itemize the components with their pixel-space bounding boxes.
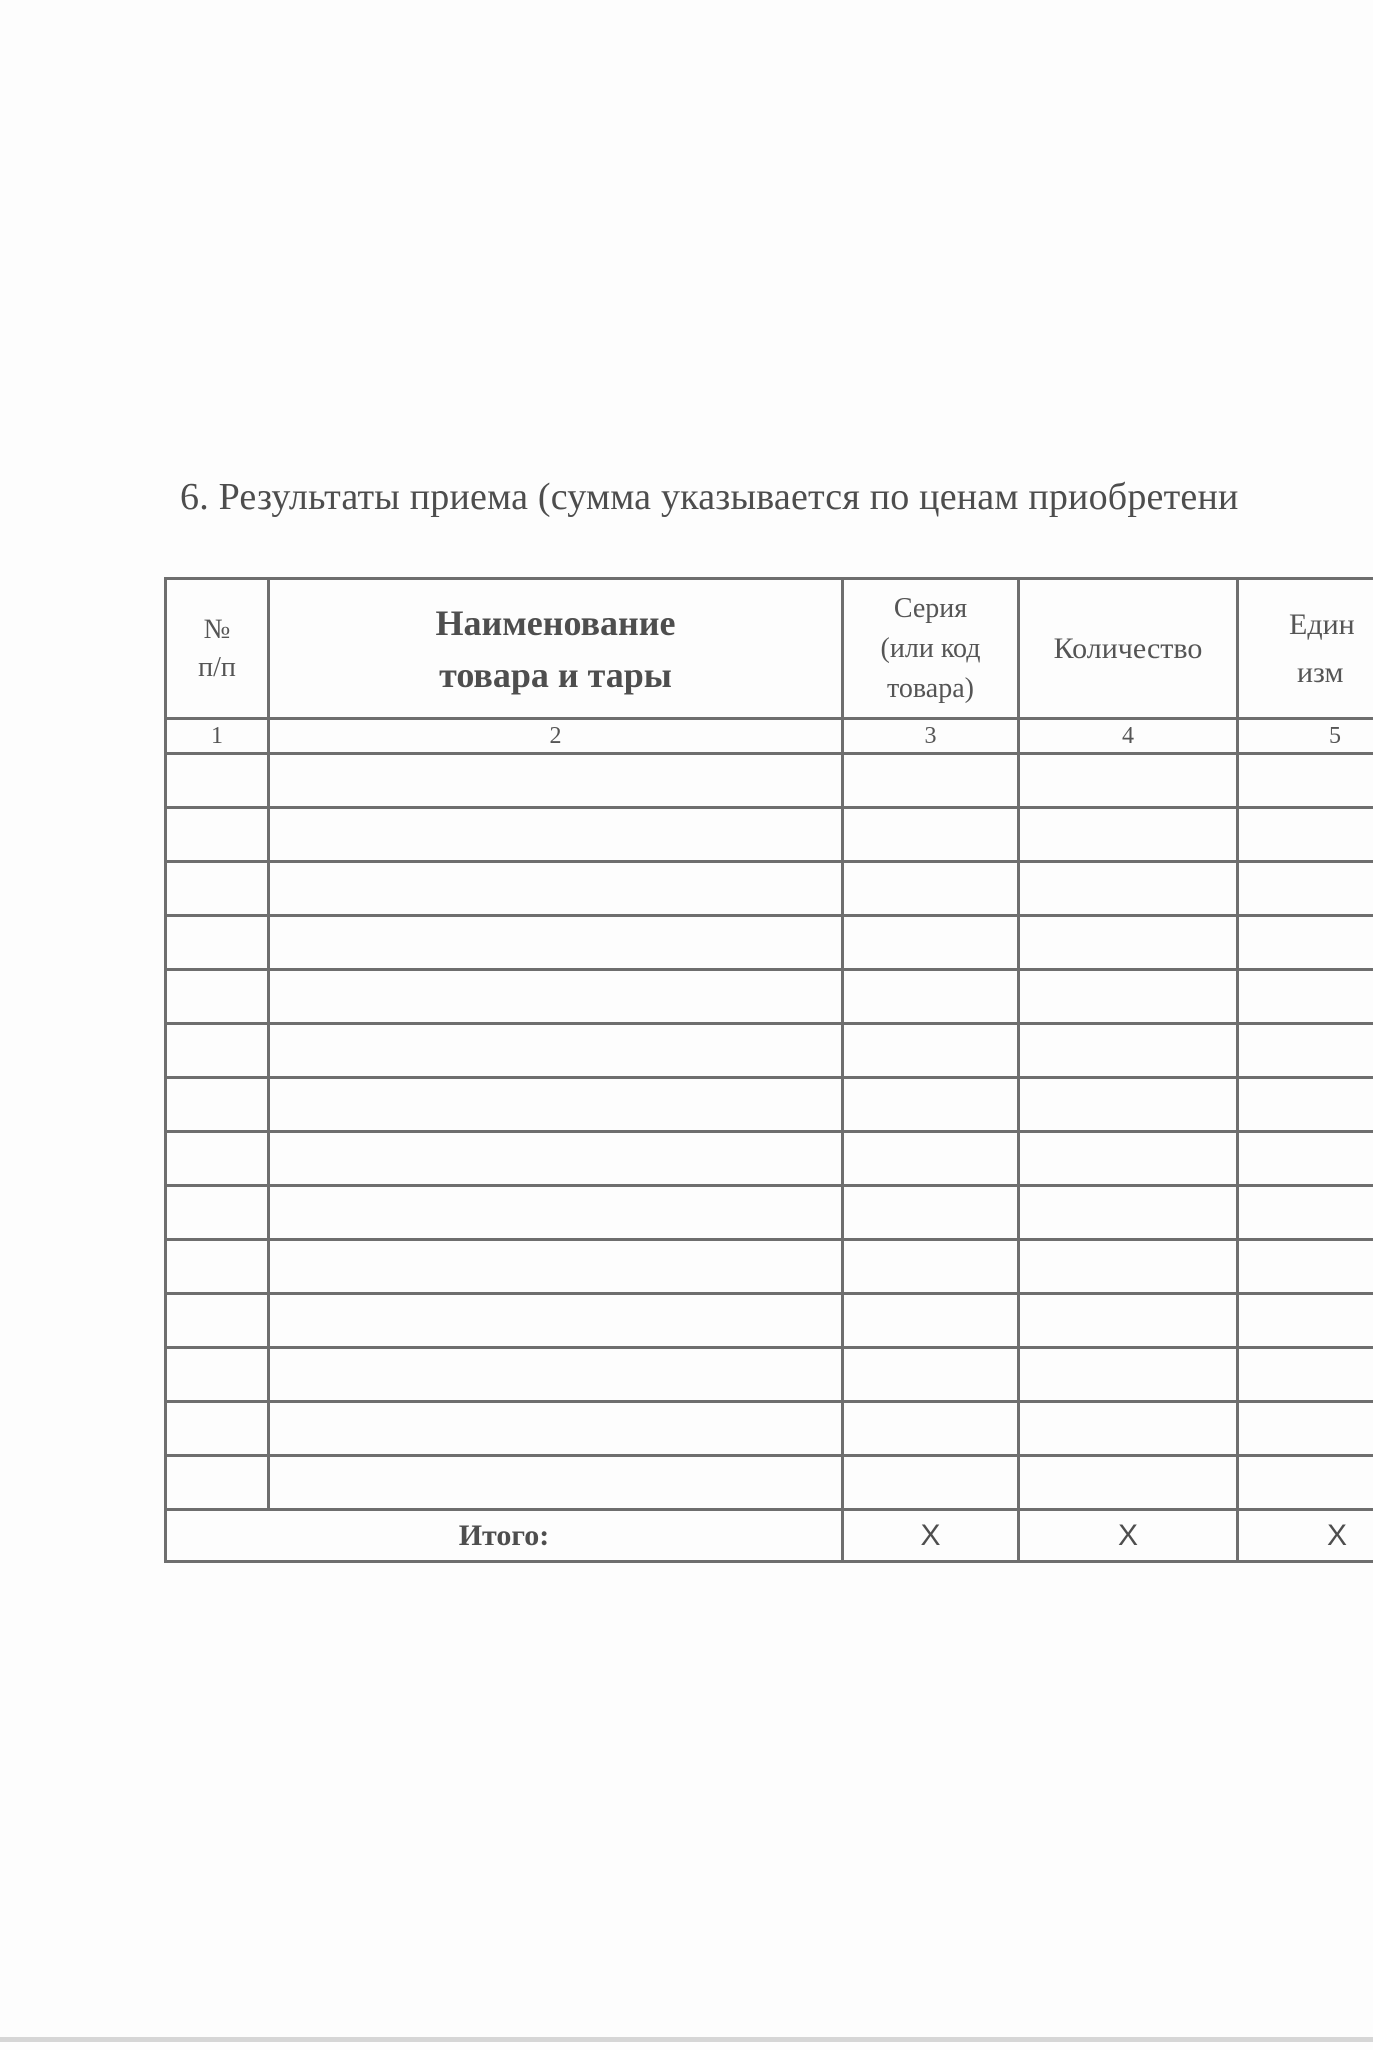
table-cell[interactable] <box>269 1456 843 1510</box>
table-cell[interactable] <box>1019 1456 1238 1510</box>
table-cell[interactable] <box>843 1078 1019 1132</box>
table-cell[interactable] <box>166 754 269 808</box>
table-cell[interactable] <box>1238 1240 1373 1294</box>
header-quantity: Количество <box>1019 579 1238 719</box>
table-cell[interactable] <box>166 970 269 1024</box>
table-cell[interactable] <box>269 754 843 808</box>
table-cell[interactable] <box>1238 1078 1373 1132</box>
table-cell[interactable] <box>1019 1348 1238 1402</box>
total-row <box>166 1510 1373 1562</box>
table-cell[interactable] <box>166 1348 269 1402</box>
header-num: № п/п <box>166 579 269 719</box>
header-name: Наименование товара и тары <box>269 579 843 719</box>
table-header-row <box>166 579 1373 719</box>
table-cell[interactable] <box>1019 754 1238 808</box>
column-number: 1 <box>166 719 269 754</box>
table-cell[interactable] <box>166 1186 269 1240</box>
table-cell[interactable] <box>1238 862 1373 916</box>
column-numbering-row <box>166 719 1373 754</box>
table-cell[interactable] <box>1238 754 1373 808</box>
table-cell[interactable] <box>269 1078 843 1132</box>
table-cell[interactable] <box>1238 1348 1373 1402</box>
table-cell[interactable] <box>1238 970 1373 1024</box>
total-unit-x: X <box>1238 1510 1373 1562</box>
table-cell[interactable] <box>1019 1402 1238 1456</box>
table-cell[interactable] <box>843 754 1019 808</box>
table-row <box>166 1348 1373 1402</box>
table-cell[interactable] <box>269 862 843 916</box>
results-table <box>164 577 1373 1563</box>
table-cell[interactable] <box>269 1294 843 1348</box>
table-cell[interactable] <box>1238 1402 1373 1456</box>
table-row <box>166 862 1373 916</box>
table-cell[interactable] <box>166 1456 269 1510</box>
table-cell[interactable] <box>843 970 1019 1024</box>
table-cell[interactable] <box>1019 862 1238 916</box>
table-cell[interactable] <box>1019 1132 1238 1186</box>
table-row <box>166 1024 1373 1078</box>
column-number: 5 <box>1238 719 1373 754</box>
table-cell[interactable] <box>843 1132 1019 1186</box>
table-cell[interactable] <box>843 1294 1019 1348</box>
section-heading: 6. Результаты приема (сумма указывается по ценам приобретени <box>180 476 1239 518</box>
table-cell[interactable] <box>1019 1240 1238 1294</box>
column-number: 3 <box>843 719 1019 754</box>
table-cell[interactable] <box>166 808 269 862</box>
table-cell[interactable] <box>1019 1078 1238 1132</box>
table-cell[interactable] <box>1238 808 1373 862</box>
table-cell[interactable] <box>1238 916 1373 970</box>
results-table-viewport <box>160 575 1373 1575</box>
table-cell[interactable] <box>269 808 843 862</box>
table-cell[interactable] <box>1019 808 1238 862</box>
table-cell[interactable] <box>843 1456 1019 1510</box>
header-series: Серия (или код товара) <box>843 579 1019 719</box>
table-row <box>166 970 1373 1024</box>
table-cell[interactable] <box>166 1402 269 1456</box>
table-row <box>166 1078 1373 1132</box>
table-cell[interactable] <box>1238 1456 1373 1510</box>
table-cell[interactable] <box>166 1294 269 1348</box>
table-row <box>166 808 1373 862</box>
table-row <box>166 1294 1373 1348</box>
table-row <box>166 916 1373 970</box>
table-cell[interactable] <box>1238 1294 1373 1348</box>
table-cell[interactable] <box>166 1132 269 1186</box>
table-cell[interactable] <box>269 1132 843 1186</box>
column-number: 4 <box>1019 719 1238 754</box>
header-unit: Един изм <box>1238 579 1373 719</box>
table-cell[interactable] <box>166 862 269 916</box>
table-cell[interactable] <box>269 1240 843 1294</box>
column-number: 2 <box>269 719 843 754</box>
table-cell[interactable] <box>1238 1186 1373 1240</box>
table-cell[interactable] <box>269 1186 843 1240</box>
total-quantity-x: X <box>1019 1510 1238 1562</box>
scan-bottom-edge <box>0 2037 1373 2042</box>
table-cell[interactable] <box>843 808 1019 862</box>
table-cell[interactable] <box>166 1024 269 1078</box>
table-cell[interactable] <box>269 1348 843 1402</box>
table-cell[interactable] <box>843 862 1019 916</box>
table-cell[interactable] <box>1238 1024 1373 1078</box>
table-cell[interactable] <box>1238 1132 1373 1186</box>
table-cell[interactable] <box>269 916 843 970</box>
table-row <box>166 1456 1373 1510</box>
table-cell[interactable] <box>843 1402 1019 1456</box>
table-row <box>166 754 1373 808</box>
table-cell[interactable] <box>843 916 1019 970</box>
table-cell[interactable] <box>843 1240 1019 1294</box>
table-cell[interactable] <box>166 916 269 970</box>
table-cell[interactable] <box>843 1024 1019 1078</box>
total-label: Итого: <box>166 1510 843 1562</box>
table-row <box>166 1186 1373 1240</box>
table-cell[interactable] <box>1019 1024 1238 1078</box>
table-cell[interactable] <box>269 970 843 1024</box>
table-cell[interactable] <box>269 1402 843 1456</box>
table-cell[interactable] <box>843 1348 1019 1402</box>
table-cell[interactable] <box>1019 970 1238 1024</box>
table-cell[interactable] <box>166 1240 269 1294</box>
table-row <box>166 1402 1373 1456</box>
table-body <box>166 754 1373 1510</box>
total-series-x: X <box>843 1510 1019 1562</box>
table-cell[interactable] <box>1019 1294 1238 1348</box>
table-cell[interactable] <box>1019 916 1238 970</box>
table-row <box>166 1240 1373 1294</box>
table-cell[interactable] <box>1019 1186 1238 1240</box>
table-cell[interactable] <box>269 1024 843 1078</box>
table-row <box>166 1132 1373 1186</box>
table-cell[interactable] <box>166 1078 269 1132</box>
table-cell[interactable] <box>843 1186 1019 1240</box>
